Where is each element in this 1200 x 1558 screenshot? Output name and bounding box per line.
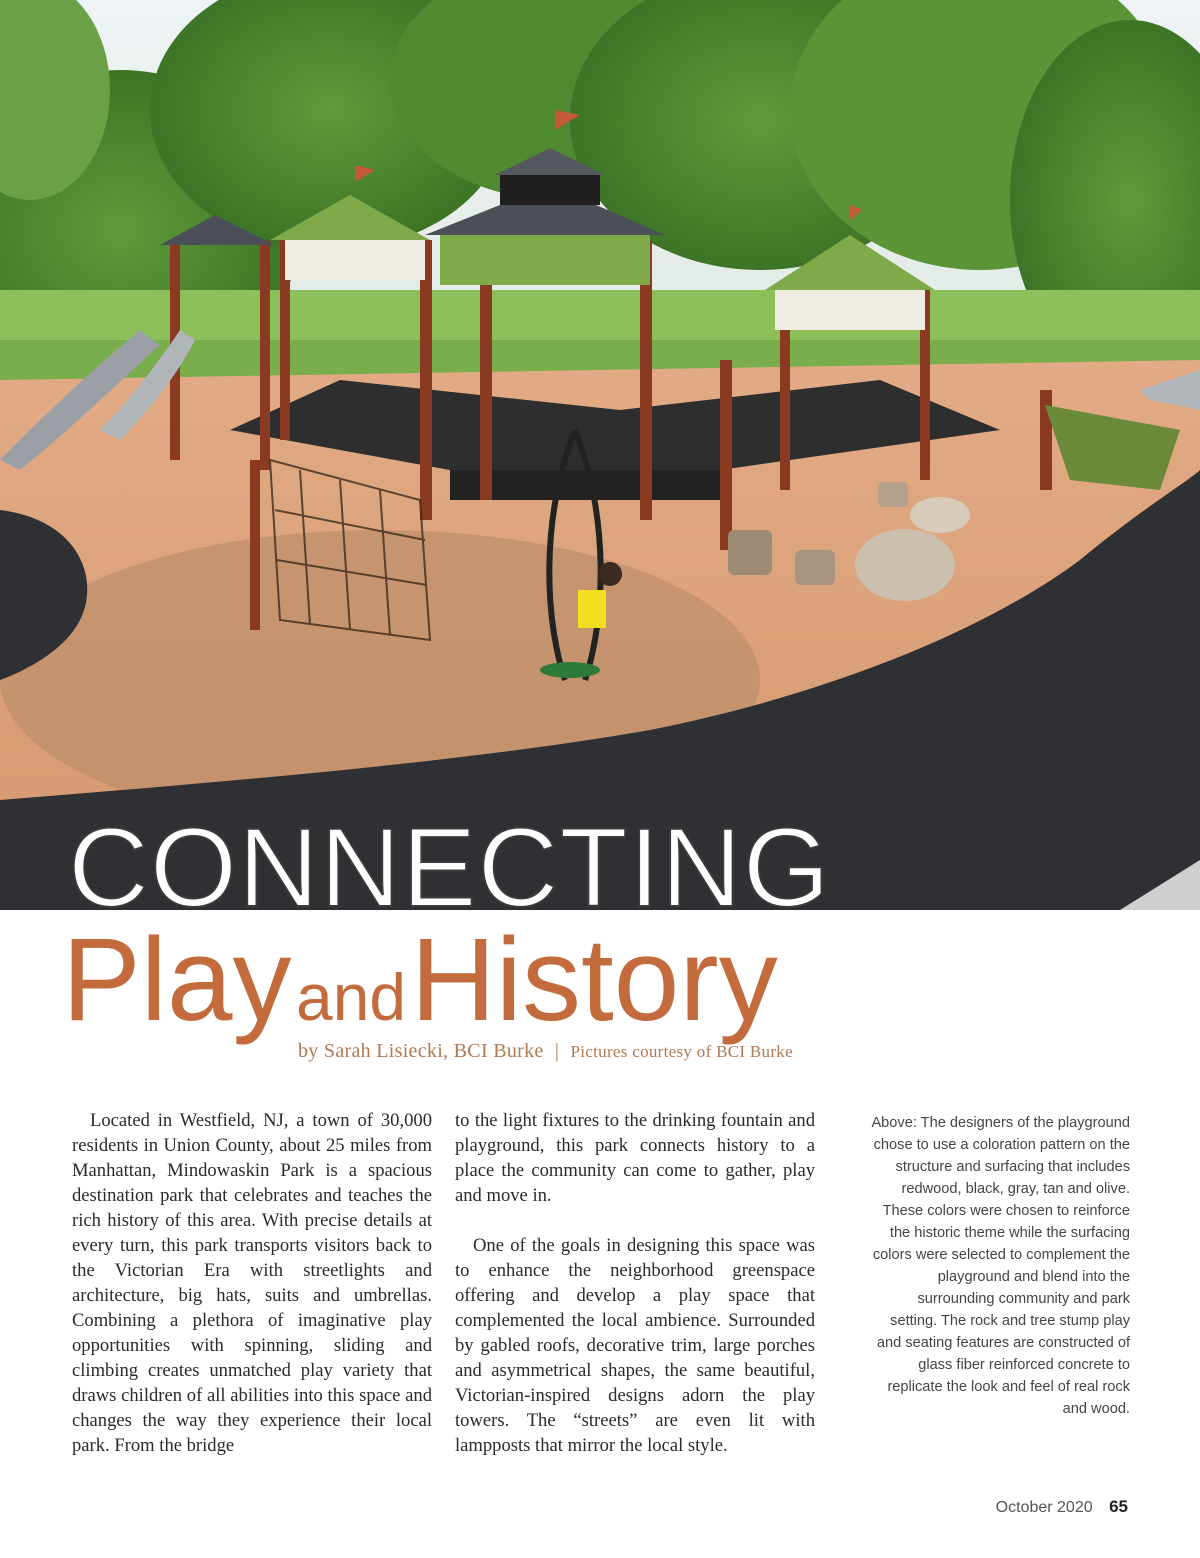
page-number: 65 (1109, 1497, 1128, 1516)
byline (298, 1040, 898, 1063)
body-column-1 (72, 1108, 432, 1483)
byline-separator: | (554, 1040, 560, 1062)
byline-author: by Sarah Lisiecki, BCI Burke (298, 1040, 544, 1062)
headline-word-history: History (410, 914, 778, 1046)
page-footer (996, 1497, 1128, 1517)
body-column-2 (455, 1108, 815, 1483)
body-paragraph-1: Located in Westfield, NJ, a town of 30,000 residents in Union County, about 25 miles from Manhattan, Mindowaskin Park is a spacious destination park that celebrates and teaches the rich history of this area. With precise details at every turn, this park transports visitors back to the Victorian Era with streetlights and architecture, big hats, suits and umbrellas. Combining a plethora of imaginative play opportunities with spinning, sliding and climbing creates unmatched play variety that draws children of all abilities into this space and changes the way they experience their local park. From the bridge (72, 1110, 432, 1456)
headline-word-and: and (296, 960, 407, 1034)
photo-caption: Above: The designers of the playground chose to use a coloration pattern on the structure and surfacing that includes redwood, black, gray, tan and olive. These colors were chosen to reinforce the historic theme while the surfacing colors were selected to complement the playground and blend into the surrounding community and park setting. The rock and tree stump play and seating features are constructed of glass fiber reinforced concrete to replicate the look and feel of real rock and wood. (871, 1115, 1130, 1417)
headline-play-and-history (62, 915, 962, 1055)
issue-date: October 2020 (995, 1499, 1093, 1516)
headline-connecting: CONNECTING (68, 805, 831, 930)
headline-word-play: Play (62, 914, 292, 1046)
body-paragraph-1-continued: to the light fixtures to the drinking fountain and playground, this park connects history to a place the community can come to gather, play and move in. (455, 1110, 815, 1206)
body-paragraph-2: One of the goals in designing this space was to enhance the neighborhood greenspace offering and develop a play space that complemented the local ambience. Surrounded by gabled roofs, decorative trim, large porches and asymmetrical shapes, the same beautiful, Victorian-inspired designs adorn the play towers. The “streets” are even lit with lampposts that mirror the local style. (455, 1235, 815, 1456)
photo-credit: Pictures courtesy of BCI Burke (570, 1042, 793, 1061)
